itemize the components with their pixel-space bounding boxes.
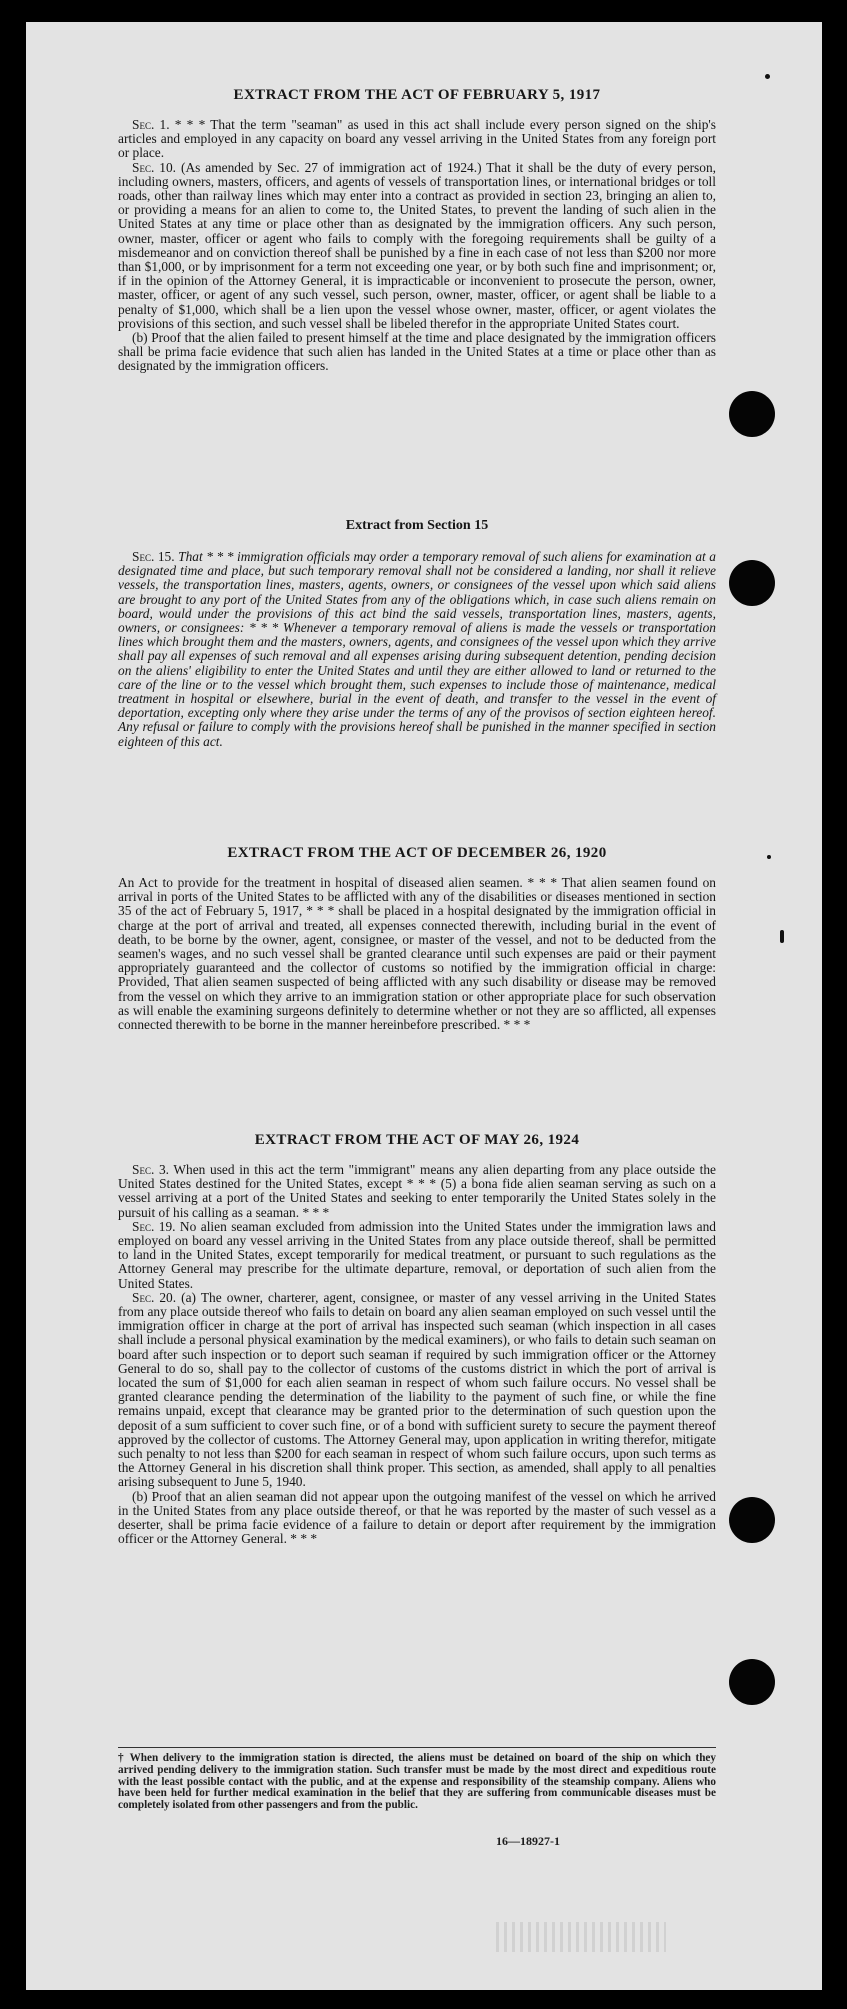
paragraph-text: (b) Proof that an alien seaman did not appear upon the outgoing manifest of the vessel on which he arrived in the United States from any place outside thereof, or that he was reported by the master of such vessel as a deserter, shall be prima facie evidence of a failure to detain or deport after requirement by the immigration officer or the Attorney General. * * * xyxy=(118,1488,716,1547)
paragraph xyxy=(118,1220,716,1291)
paragraph-text: No alien seaman excluded from admission into the United States under the immigration laws and employed on board any vessel arriving in the United States from any place outside thereof, shall be permitted to land in the United States, except temporarily for medical treatment, or pursuant to such regulations as the Attorney General may prescribe for the ultimate departure, removal, or deportation of such alien from the United States. xyxy=(118,1218,716,1291)
paragraph-text: (a) The owner, charterer, agent, consignee, or master of any vessel arriving in the United States from any place outside thereof who fails to detain on board any alien seaman employed on such vessel until the immigration officer in charge at the port of arrival has inspected such seaman (which inspection in all cases shall include a personal physical examination by the medical examiners), or who fails to detain such seaman on board after such inspection or to deport such seaman if required by such immigration officer or the Attorney General to do so, shall pay to the collector of customs of the customs district in which the port of arrival is located the sum of $1,000 for each alien seaman in respect of whom such failure occurs. No vessel shall be granted clearance pending the determination of the liability to the payment of such fine, or while the fine remains unpaid, except that clearance may be granted prior to the determination of such question upon the deposit of a sum sufficient to cover such fine, or of a bond with sufficient surety to secure the payment thereof approved by the collector of customs. The Attorney General may, upon application in writing therefor, mitigate such penalty to not less than $200 for each seaman in respect of whom such failure occurs, upon such terms as the Attorney General in his discretion shall think proper. This section, as amended, shall apply to all penalties arising subsequent to June 5, 1940. xyxy=(118,1289,716,1490)
paragraph-text: * * * That the term "seaman" as used in this act shall include every person signed on the ship's articles and employed in any capacity on board any vessel arriving in the United States from any foreign port or place. xyxy=(118,117,717,161)
section-heading: Extract from Section 15 xyxy=(345,518,489,533)
section-act-1924 xyxy=(118,1132,716,1546)
paragraph xyxy=(118,331,716,374)
section-heading: EXTRACT FROM THE ACT OF MAY 26, 1924 xyxy=(254,1132,580,1148)
ink-speck xyxy=(780,930,784,943)
paragraph-text: That * * * immigration officials may order a temporary removal of such aliens for examination at a designated time and place, but such temporary removal shall not be considered a landing, nor shall it relieve vessels, the transportation lines, masters, agents, owners, or consignees of the vessel upon which said aliens are brought to any port of the United States from any of the obligations which, in case such aliens remain on board, would under the provisions of this act bind the said vessels, transportation lines, masters, agents, owners, or consignees: * * * Whenever a temporary removal of aliens is made the vessels or transportation lines which brought them and the masters, owners, agents, and consignees of the vessel upon which they arrive shall pay all expenses of such removal and all expenses arising during subsequent detention, pending decision on the aliens' eligibility to enter the United States and until they are either allowed to land or returned to the care of the line or to the vessel which brought them, such expenses to include those of maintenance, medical treatment in hospital or elsewhere, burial in the event of death, and transfer to the vessel in the event of deportation, excepting only where they arise under the terms of any of the provisos of section eighteen hereof. Any refusal or failure to comply with the provisions hereof shall be punished in the manner specified in section eighteen of this act. xyxy=(118,549,716,749)
paragraph xyxy=(118,550,716,749)
paragraph xyxy=(118,118,716,161)
paragraph-text: When used in this act the term "immigrant" means any alien departing from any place outside the United States destined for the United States, except * * * (5) a bona fide alien seaman serving as such on a vessel arriving at a port of the United States and seeking to enter temporarily the United States solely in the pursuit of his calling as a seaman. * * * xyxy=(118,1162,716,1220)
footnote-divider xyxy=(118,1747,716,1748)
footnote xyxy=(118,1753,716,1812)
section-lead: Sec. 19. xyxy=(132,1218,176,1234)
punch-hole xyxy=(729,391,775,437)
section-lead: Sec. 10. xyxy=(132,159,177,175)
section-act-1920 xyxy=(118,845,716,1032)
punch-hole xyxy=(729,1659,775,1705)
bleed-through-marks xyxy=(496,1922,666,1952)
paragraph xyxy=(118,1163,716,1220)
section-lead: Sec. 15. xyxy=(132,549,175,564)
punch-hole xyxy=(729,1497,775,1543)
section-lead: Sec. 1. xyxy=(132,117,170,132)
section-heading: EXTRACT FROM THE ACT OF FEBRUARY 5, 1917 xyxy=(233,87,601,103)
paragraph xyxy=(118,1490,716,1547)
ink-speck xyxy=(767,855,771,859)
ink-speck xyxy=(765,74,770,79)
paragraph-text: (b) Proof that the alien failed to present himself at the time and place designated by the immigration officers shall be prima facie evidence that such alien has landed in the United States at a time or place other than as designated by the immigration officers. xyxy=(118,330,716,374)
paragraph-text: (As amended by Sec. 27 of immigration act of 1924.) That it shall be the duty of every person, including owners, masters, officers, and agents of vessels of transportation lines, or international bridges or toll roads, other than railway lines which may enter into a contract as provided in section 23, bringing an alien to, or providing a means for an alien to come to, the United States, to prevent the landing of such alien in the United States at any time or place other than as designated by the immigration officers. Any such person, owner, master, officer or agent who fails to comply with the foregoing requirements shall be guilty of a misdemeanor and on conviction thereof shall be punished by a fine in each case of not less than $200 nor more than $1,000, or by imprisonment for a term not exceeding one year, or by both such fine and imprisonment; or, if in the opinion of the Attorney General, it is impracticable or inconvenient to prosecute the person, owner, master, officer, or agent of any such vessel, such person, owner, master, officer, or agent shall be liable to a penalty of $1,000, which shall be a lien upon the vessel whose owner, master, officer, or agent violates the provisions of this section, and such vessel shall be libeled therefor in the appropriate United States court. xyxy=(118,159,717,331)
section-heading: EXTRACT FROM THE ACT OF DECEMBER 26, 1920 xyxy=(227,845,607,861)
paragraph xyxy=(118,876,716,1032)
paragraph xyxy=(118,161,716,331)
section-act-1917 xyxy=(118,87,716,374)
paragraph-text: An Act to provide for the treatment in hospital of diseased alien seamen. * * * That alien seamen found on arrival in ports of the United States to be afflicted with any of the disabilities or diseases mentioned in section 35 of the act of February 5, 1917, * * * shall be placed in a hospital designated by the immigration official in charge at the port of arrival and treated, all expenses connected therewith, including burial in the event of death, to be borne by the owner, agent, consignee, or master of the vessel, and not to be deducted from the seamen's wages, and no such vessel shall be granted clearance until such expenses are paid or their payment appropriately guaranteed and the collector of customs so notified by the immigration official in charge: Provided, That alien seamen suspected of being afflicted with any such disability or disease may be removed from the vessel on which they arrive to an immigration station or other appropriate place for such observation as will enable the examining surgeons definitely to determine whether or not they are so afflicted, all expenses connected therewith to be borne in the manner hereinbefore prescribed. * * * xyxy=(118,875,716,1033)
section-lead: Sec. 20. xyxy=(132,1289,177,1305)
form-number: 16—18927-1 xyxy=(496,1834,560,1848)
punch-hole xyxy=(729,560,775,606)
section-15-extract xyxy=(118,518,716,749)
section-lead: Sec. 3. xyxy=(132,1162,169,1177)
paragraph xyxy=(118,1291,716,1490)
footnote-text: † When delivery to the immigration station is directed, the aliens must be detained on board of the ship on which they arrived pending delivery to the immigration station. Such transfer must be made by the most direct and expeditious route with the least possible contact with the public, and at the expense and responsibility of the steamship company. Aliens who have been held for further medical examination in the belief that they are suffering from communicable diseases must be completely isolated from other passengers and from the public. xyxy=(118,1752,716,1812)
document-page xyxy=(26,22,822,1990)
